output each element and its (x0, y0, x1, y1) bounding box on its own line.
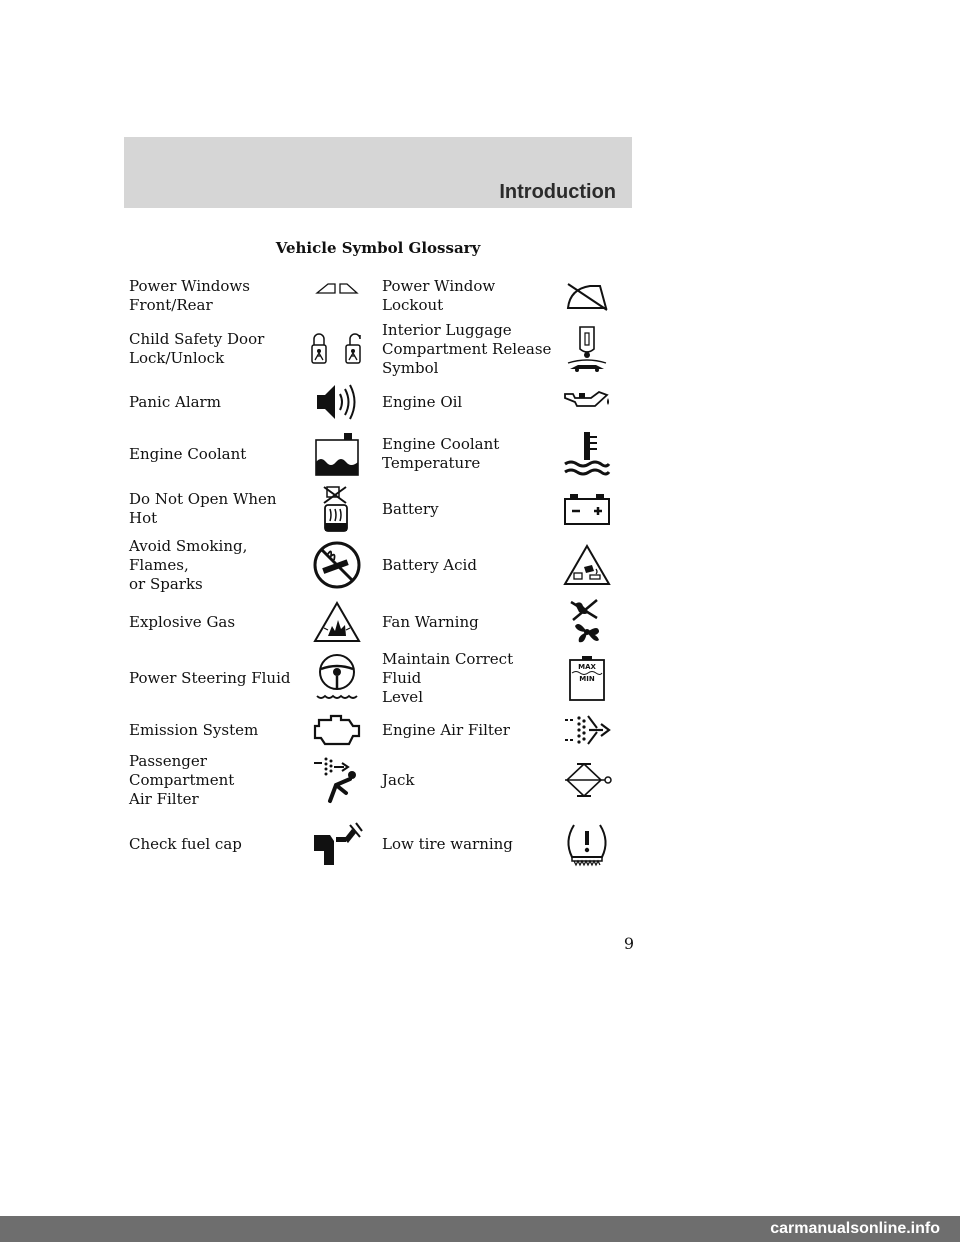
engine-air-filter-icon (557, 710, 617, 750)
glossary-row (129, 751, 629, 808)
symbol-label: Battery Acid (382, 555, 477, 574)
battery-icon (557, 486, 617, 532)
symbol-label: Power Windows Front/Rear (129, 277, 250, 314)
symbol-label: Child Safety Door Lock/Unlock (129, 330, 265, 367)
glossary-row (129, 276, 629, 316)
max-label: MAX (578, 663, 596, 671)
power-steering-icon (307, 650, 367, 706)
symbol-label: Engine Oil (382, 392, 463, 411)
glossary-row (129, 812, 629, 876)
glossary-row (129, 320, 629, 378)
fan-warning-icon (557, 598, 617, 646)
symbol-label: Fan Warning (382, 612, 479, 631)
symbol-label: Emission System (129, 720, 259, 739)
symbol-label: Do Not Open When Hot (129, 490, 277, 527)
luggage-release-icon (557, 320, 617, 378)
fluid-level-icon (557, 650, 617, 706)
page-number: 9 (623, 934, 635, 953)
symbol-label: Power Steering Fluid (129, 668, 291, 687)
glossary-row (129, 486, 629, 532)
symbol-label: Low tire warning (382, 834, 513, 853)
symbol-label: Jack (382, 770, 415, 789)
engine-oil-icon (557, 382, 617, 422)
symbol-label: Engine Coolant Temperature (382, 435, 500, 472)
power-windows-icon (307, 276, 367, 316)
symbol-label: Interior Luggage Compartment Release Symbol (382, 320, 552, 377)
symbol-label: Engine Air Filter (382, 720, 510, 739)
power-window-lockout-icon (557, 276, 617, 316)
low-tire-warning-icon (557, 812, 617, 876)
min-label: MIN (579, 675, 595, 683)
symbol-label: Avoid Smoking, Flames, or Sparks (129, 536, 248, 593)
footer-watermark[interactable]: carmanualsonline.info (0, 1216, 960, 1242)
glossary-row (129, 650, 629, 706)
no-smoking-icon (307, 536, 367, 594)
section-title: Introduction (499, 181, 616, 203)
coolant-temperature-icon (557, 426, 617, 482)
symbol-label: Panic Alarm (129, 392, 221, 411)
symbol-label: Check fuel cap (129, 834, 242, 853)
emission-system-icon (307, 710, 367, 750)
symbol-label: Power Window Lockout (382, 277, 496, 314)
explosive-gas-icon (307, 598, 367, 646)
do-not-open-hot-icon (307, 486, 367, 532)
glossary-title: Vehicle Symbol Glossary (275, 239, 481, 257)
jack-icon (557, 754, 617, 806)
symbol-label: Explosive Gas (129, 612, 236, 631)
cabin-air-filter-icon (307, 754, 367, 806)
glossary-row (129, 382, 629, 422)
header-band (124, 137, 632, 208)
glossary-row (129, 426, 629, 482)
glossary-row (129, 710, 629, 750)
symbol-label: Maintain Correct Fluid Level (382, 649, 514, 706)
panic-alarm-icon (307, 382, 367, 422)
glossary-row (129, 598, 629, 646)
battery-acid-icon (557, 536, 617, 594)
engine-coolant-icon (307, 426, 367, 482)
glossary-row (129, 536, 629, 594)
symbol-label: Passenger Compartment Air Filter (129, 751, 235, 808)
symbol-label: Engine Coolant (129, 444, 247, 463)
check-fuel-cap-icon (307, 812, 367, 876)
symbol-label: Battery (382, 499, 439, 518)
child-safety-lock-icon (307, 320, 367, 378)
